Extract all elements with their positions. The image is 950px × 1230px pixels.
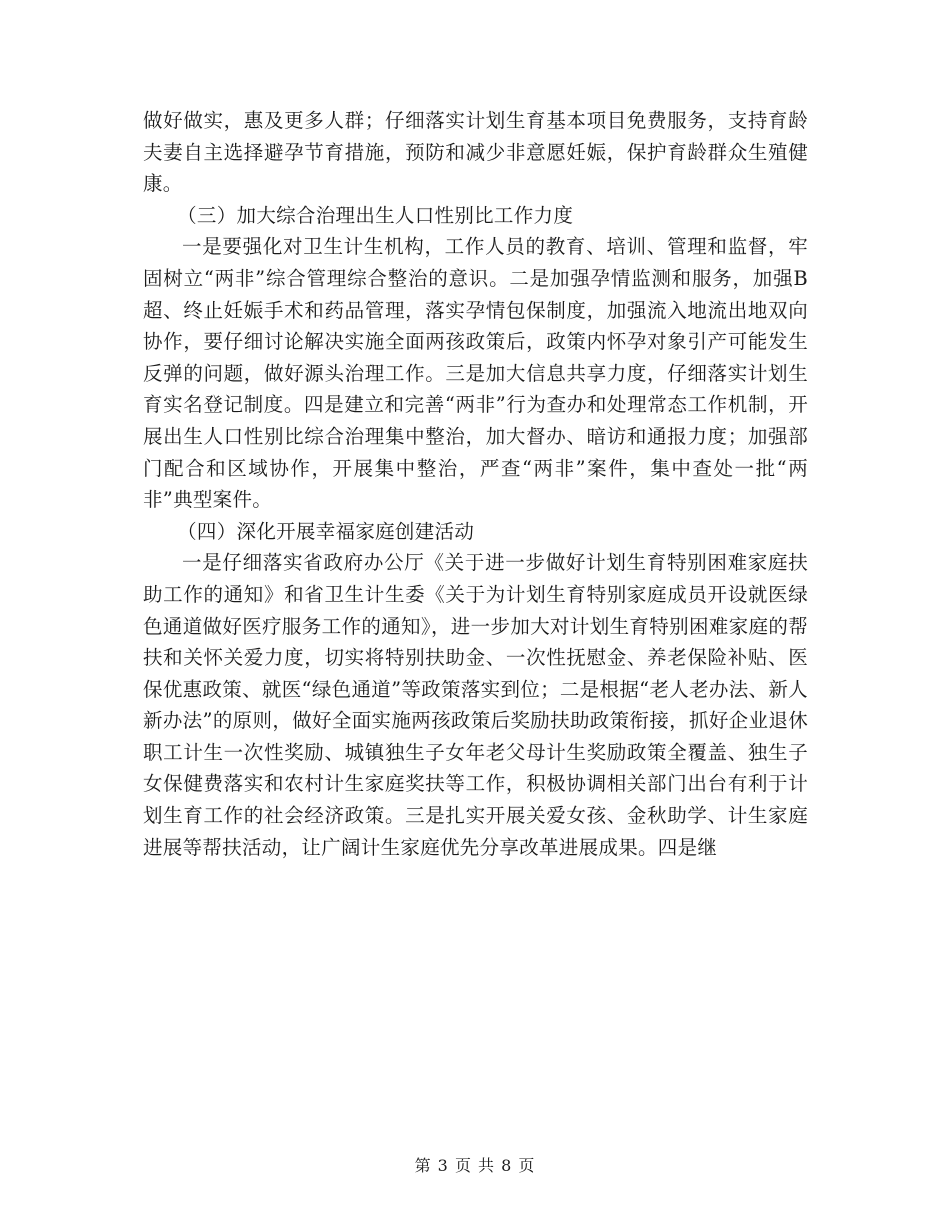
- paragraph-sex-ratio: 一是要强化对卫生计生机构，工作人员的教育、培训、管理和监督，牢固树立“两非”综合管理综合整治的意识。二是加强孕情监测和服务，加强B超、终止妊娠手术和药品管理，落实孕情包保制度，加强流入地流出地双向协作，要仔细讨论解决实施全面两孩政策后，政策内怀孕对象引产可能发生反弹的问题，做好源头治理工作。三是加大信息共享力度，仔细落实计划生育实名登记制度。四是建立和完善“两非”行为查办和处理常态工作机制，开展出生人口性别比综合治理集中整治，加大督办、暗访和通报力度；加强部门配合和区域协作，开展集中整治，严查“两非”案件，集中查处一批“两非”典型案件。: [143, 235, 808, 512]
- section-heading-4: （四）深化开展幸福家庭创建活动: [177, 519, 475, 543]
- document-body: [143, 105, 808, 863]
- section-heading-3: （三）加大综合治理出生人口性别比工作力度: [177, 203, 574, 227]
- paragraph-happy-family: 一是仔细落实省政府办公厅《关于进一步做好计划生育特别困难家庭扶助工作的通知》和省卫生计生委《关于为计划生育特别家庭成员开设就医绿色通道做好医疗服务工作的通知》，进一步加大对计划生育特别困难家庭的帮扶和关怀关爱力度，切实将特别扶助金、一次性抚慰金、养老保险补贴、医保优惠政策、就医“绿色通道”等政策落实到位；二是根据“老人老办法、新人新办法”的原则，做好全面实施两孩政策后奖励扶助政策衔接，抓好企业退休职工计生一次性奖励、城镇独生子女年老父母计生奖励政策全覆盖、独生子女保健费落实和农村计生家庭奖扶等工作，积极协调相关部门出台有利于计划生育工作的社会经济政策。三是扎实开展关爱女孩、金秋助学、计生家庭进展等帮扶活动，让广阔计生家庭优先分享改革进展成果。四是继: [143, 551, 808, 859]
- page-footer: 第 3 页 共 8 页: [414, 1156, 536, 1175]
- paragraph-continuation: 做好做实，惠及更多人群；仔细落实计划生育基本项目免费服务，支持育龄夫妻自主选择避孕节育措施，预防和减少非意愿妊娠，保护育龄群众生殖健康。: [143, 109, 808, 196]
